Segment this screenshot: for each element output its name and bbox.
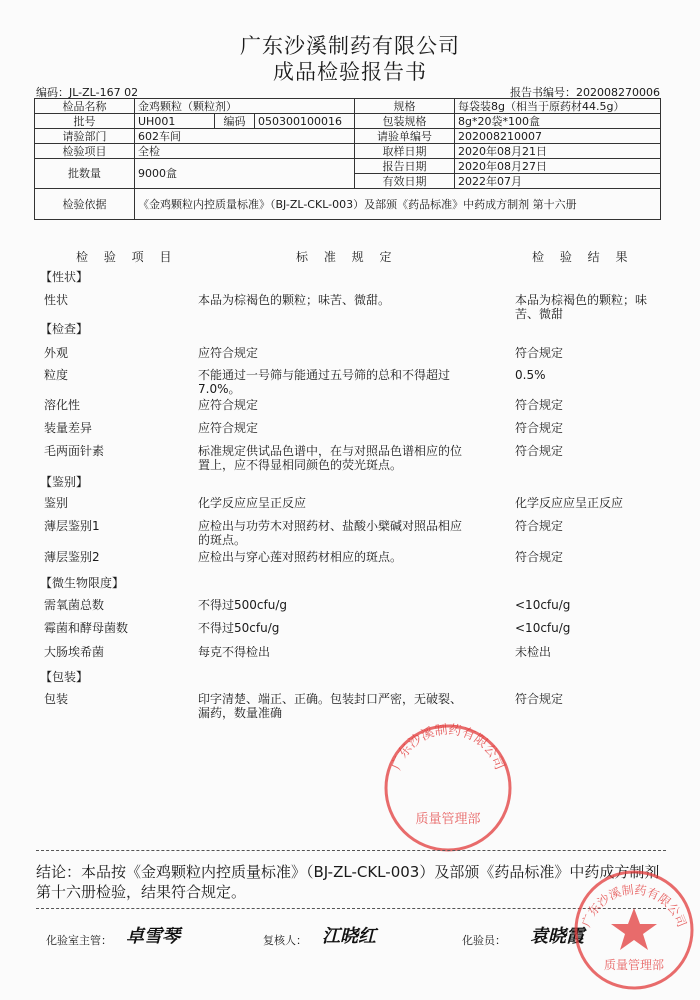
col-header-standard: 标 准 规 定: [296, 250, 398, 264]
row-standard: 化学反应应呈正反应: [198, 496, 307, 510]
row-item: 溶化性: [44, 398, 81, 412]
col-header-result: 检 验 结 果: [532, 250, 634, 264]
reviewer-signature: 江晓红: [322, 926, 376, 947]
spec-value: 每袋装8g（相当于原药材44.5g）: [455, 99, 661, 114]
tester-signature: 袁晓霞: [530, 926, 584, 947]
info-table: [34, 98, 661, 220]
row-item: 粒度: [44, 368, 69, 382]
section-weishengwu: 【微生物限度】: [40, 576, 125, 590]
code-value: 050300100016: [255, 114, 355, 129]
row-result: 符合规定: [515, 519, 564, 533]
qty-value: 9000盒: [135, 159, 355, 189]
row-item: 需氧菌总数: [44, 598, 105, 612]
section-jiancha: 【检查】: [40, 322, 89, 336]
label-expiry: 有效日期: [355, 174, 455, 189]
reviewer-label: 复核人：: [263, 934, 307, 947]
request-no-value: 202008210007: [455, 129, 661, 144]
expiry-value: 2022年07月: [455, 174, 661, 189]
row-item: 薄层鉴别2: [44, 550, 100, 564]
row-standard: 不得过50cfu/g: [198, 621, 280, 635]
supervisor-label: 化验室主管：: [46, 934, 112, 947]
row-standard: 印字清楚、端正、正确。包装封口严密，无破裂、漏药，数量准确: [198, 692, 463, 720]
supervisor-signature: 卓雪琴: [126, 926, 180, 947]
row-standard: 标准规定供试品色谱中，在与对照品色谱相应的位置上，应不得显相同颜色的荧光斑点。: [198, 444, 463, 472]
row-result: 符合规定: [515, 550, 564, 564]
row-result: 符合规定: [515, 398, 564, 412]
row-standard: 本品为棕褐色的颗粒；味苦、微甜。: [198, 293, 391, 307]
row-standard: 应符合规定: [198, 421, 259, 435]
row-item: 霉菌和酵母菌数: [44, 621, 129, 635]
divider-top: [36, 850, 666, 851]
conclusion-text: 结论：本品按《金鸡颗粒内控质量标准》（BJ-ZL-CKL-003）及部颁《药品标准》中药成方制剂 第十六册检验，结果符合规定。: [36, 863, 660, 901]
label-request-no: 请验单编号: [355, 129, 455, 144]
report-title: 成品检验报告书: [273, 60, 427, 84]
row-result: <10cfu/g: [515, 621, 571, 635]
row-item: 大肠埃希菌: [44, 645, 105, 659]
row-standard: 应检出与穿心莲对照药材相应的斑点。: [198, 550, 403, 564]
report-date-value: 2020年08月27日: [455, 159, 661, 174]
row-standard: 不得过500cfu/g: [198, 598, 287, 612]
col-header-item: 检 验 项 目: [76, 250, 178, 264]
quality-seal-stamp: [378, 718, 518, 858]
company-name: 广东沙溪制药有限公司: [240, 34, 460, 58]
row-item: 外观: [44, 346, 69, 360]
pack-value: 8g*20袋*100盒: [455, 114, 661, 129]
row-item: 包装: [44, 692, 69, 706]
label-report-date: 报告日期: [355, 159, 455, 174]
section-baozhuang: 【包装】: [40, 670, 89, 684]
test-item-value: 全检: [135, 144, 355, 159]
row-result: 符合规定: [515, 421, 564, 435]
batch-value: UH001: [135, 114, 215, 129]
row-item: 性状: [44, 293, 69, 307]
label-basis: 检验依据: [35, 189, 135, 220]
row-result: 符合规定: [515, 692, 564, 706]
section-xingzhuang: 【性状】: [40, 270, 89, 284]
row-item: 毛两面针素: [44, 444, 105, 458]
basis-value: 《金鸡颗粒内控质量标准》（BJ-ZL-CKL-003）及部颁《药品标准》中药成方制剂 第十六册: [135, 189, 661, 220]
row-result: 未检出: [515, 645, 552, 659]
label-code: 编码: [215, 114, 255, 129]
dept-value: 602车间: [135, 129, 355, 144]
row-result: <10cfu/g: [515, 598, 571, 612]
row-standard: 应符合规定: [198, 398, 259, 412]
row-standard: 不能通过一号筛与能通过五号筛的总和不得超过7.0%。: [198, 368, 451, 396]
seal-ring-text: 广东沙溪制药有限公司: [579, 882, 689, 930]
seal-ring-text: 广东沙溪制药有限公司: [389, 722, 507, 773]
label-pack: 包装规格: [355, 114, 455, 129]
report-number: 报告书编号：202008270006: [510, 86, 660, 99]
label-qty: 批数量: [35, 159, 135, 189]
row-result: 符合规定: [515, 444, 564, 458]
star-icon: [611, 908, 657, 950]
row-standard: 每克不得检出: [198, 645, 271, 659]
doc-number: 编码：JL-ZL-167 02: [36, 86, 139, 99]
tester-label: 化验员：: [462, 934, 506, 947]
row-result: 0.5%: [515, 368, 546, 382]
label-test-item: 检验项目: [35, 144, 135, 159]
seal-inner-text: 质量管理部: [603, 958, 665, 972]
row-item: 鉴别: [44, 496, 69, 510]
row-item: 装量差异: [44, 421, 93, 435]
svg-text:广东沙溪制药有限公司: [389, 722, 507, 773]
row-result: 本品为棕褐色的颗粒；味苦、微甜: [515, 293, 648, 321]
row-standard: 应检出与功劳木对照药材、盐酸小檗碱对照品相应的斑点。: [198, 519, 463, 547]
row-result: 符合规定: [515, 346, 564, 360]
row-standard: 应符合规定: [198, 346, 259, 360]
label-spec: 规格: [355, 99, 455, 114]
section-jianbie: 【鉴别】: [40, 475, 89, 489]
product-name: 金鸡颗粒（颗粒剂）: [135, 99, 355, 114]
quality-seal-stamp-corner: [570, 866, 698, 994]
label-batch: 批号: [35, 114, 135, 129]
label-product-name: 检品名称: [35, 99, 135, 114]
row-result: 化学反应应呈正反应: [515, 496, 624, 510]
row-item: 薄层鉴别1: [44, 519, 100, 533]
label-sample-date: 取样日期: [355, 144, 455, 159]
label-dept: 请验部门: [35, 129, 135, 144]
seal-inner-text: 质量管理部: [415, 812, 481, 827]
sample-date-value: 2020年08月21日: [455, 144, 661, 159]
